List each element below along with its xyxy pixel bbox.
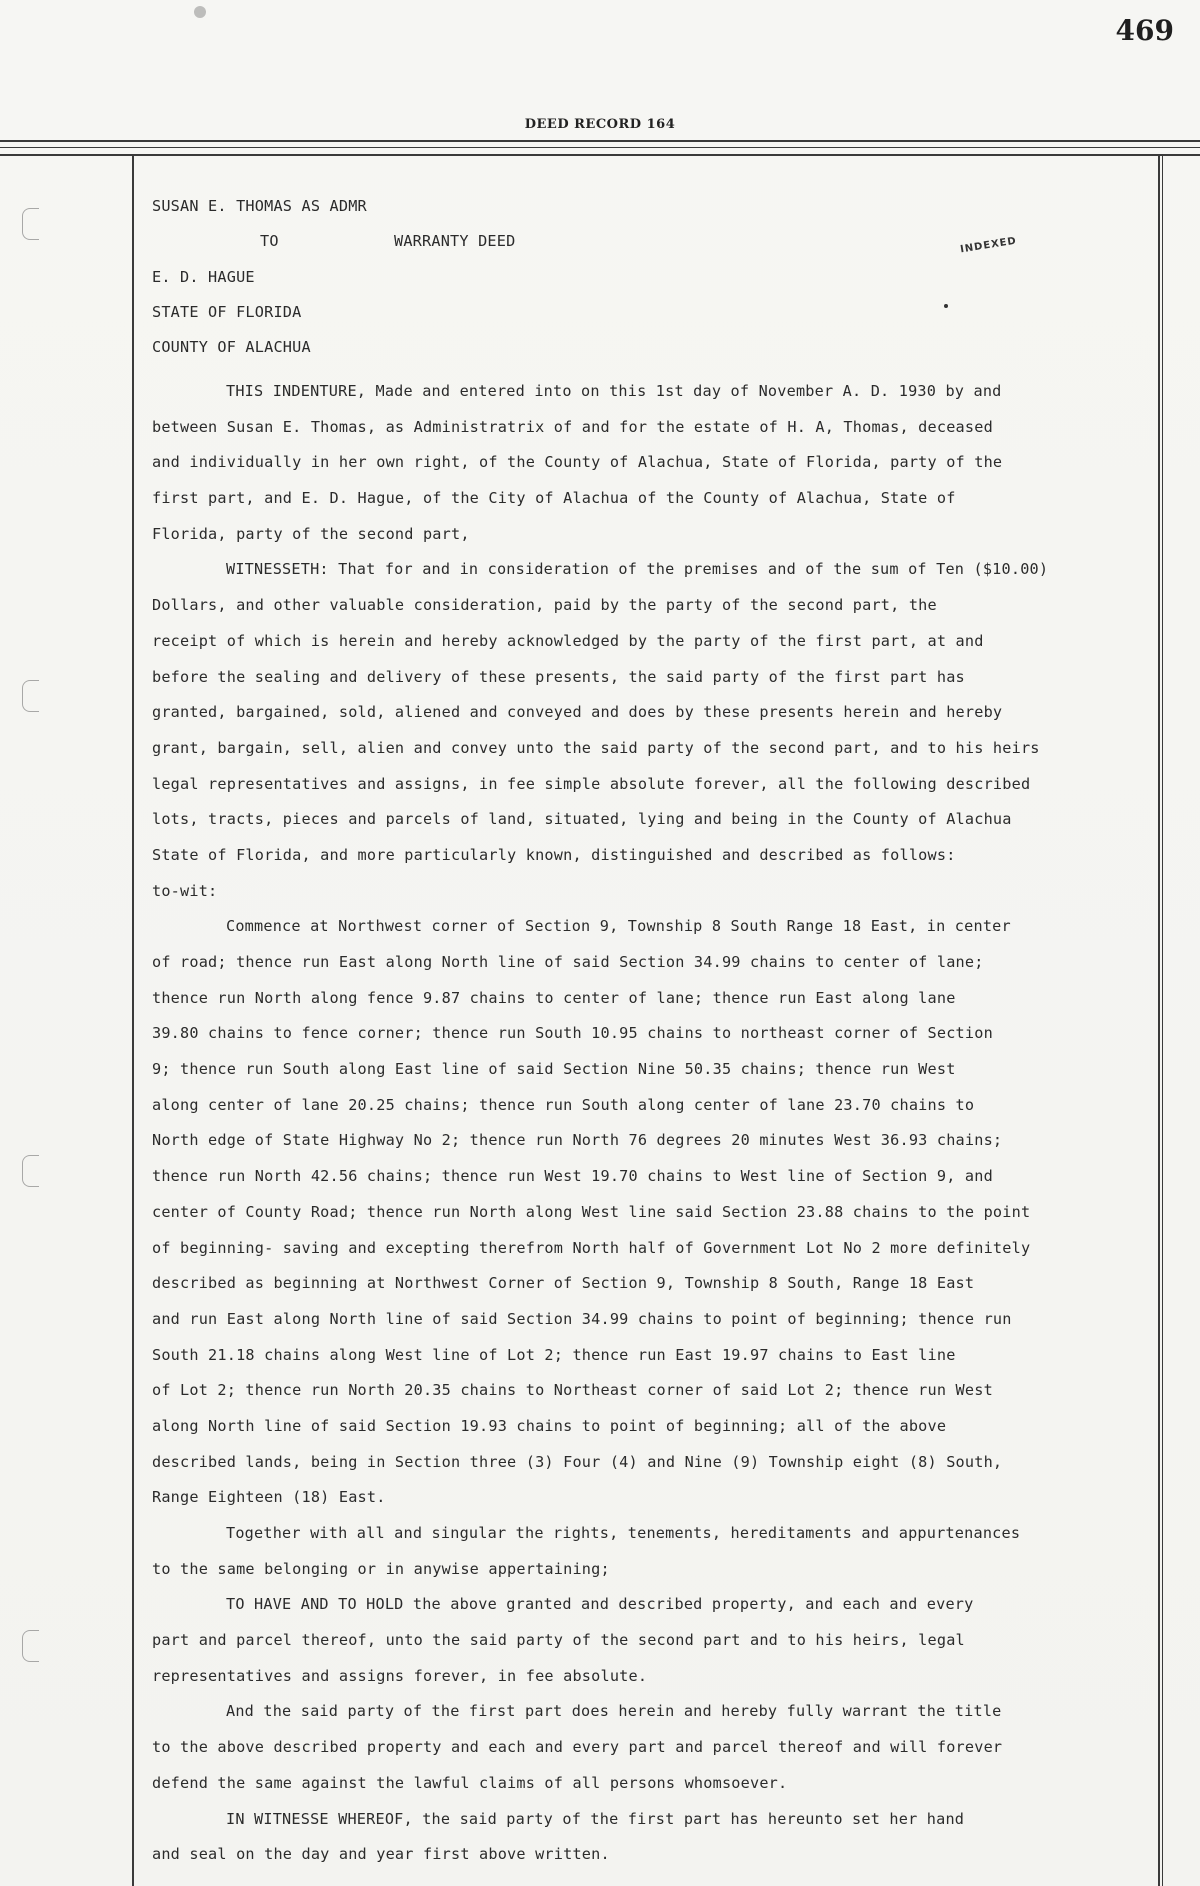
body-line: legal representatives and assigns, in fee simple absolute forever, all the following described xyxy=(152,774,1031,793)
body-line: South 21.18 chains along West line of Lot 2; thence run East 19.97 chains to East line xyxy=(152,1345,956,1364)
body-line: defend the same against the lawful claims of all persons whomsoever. xyxy=(152,1773,788,1792)
body-line: described as beginning at Northwest Corner of Section 9, Township 8 South, Range 18 East xyxy=(152,1274,975,1293)
body-line: and seal on the day and year first above written. xyxy=(152,1845,610,1864)
to-label: TO xyxy=(260,232,279,250)
body-line: Florida, party of the second part, xyxy=(152,524,470,543)
header-rule xyxy=(0,140,1200,142)
body-line: thence run North along fence 9.87 chains to center of lane; thence run East along lane xyxy=(152,988,956,1007)
right-margin-rule xyxy=(1162,156,1163,1886)
body-line: of road; thence run East along North line of said Section 34.99 chains to center of lane; xyxy=(152,953,984,971)
binder-hole xyxy=(194,6,206,18)
body-line: THIS INDENTURE, Made and entered into on this 1st day of November A. D. 1930 by and xyxy=(226,382,1002,400)
body-line: part and parcel thereof, unto the said party of the second part and to his heirs, legal xyxy=(152,1631,965,1650)
body-line: Dollars, and other valuable consideration, paid by the party of the second part, the xyxy=(152,596,937,615)
header-rule xyxy=(0,147,1200,148)
body-line: 9; thence run South along East line of said Section Nine 50.35 chains; thence run West xyxy=(152,1060,956,1079)
record-title: DEED RECORD 164 xyxy=(524,117,676,132)
body-line: of beginning- saving and excepting therefrom North half of Government Lot No 2 more definitely xyxy=(152,1238,1031,1257)
header-rule xyxy=(0,154,1200,156)
body-line: State of Florida, and more particularly known, distinguished and described as follows: xyxy=(152,845,956,864)
ink-dot xyxy=(944,304,948,308)
body-line: center of County Road; thence run North along West line said Section 23.88 chains to the point xyxy=(152,1202,1031,1221)
body-line: granted, bargained, sold, aliened and conveyed and does by these presents herein and hereby xyxy=(152,703,1003,722)
grantor-line: SUSAN E. THOMAS AS ADMR xyxy=(152,197,367,215)
body-line: described lands, being in Section three (3) Four (4) and Nine (9) Township eight (8) South, xyxy=(152,1452,1003,1471)
body-line: Range Eighteen (18) East. xyxy=(152,1488,386,1507)
body-line: IN WITNESSE WHEREOF, the said party of the first part has hereunto set her hand xyxy=(226,1809,965,1828)
state-line: STATE OF FLORIDA xyxy=(152,303,302,321)
body-line: thence run North 42.56 chains; thence run West 19.70 chains to West line of Section 9, and xyxy=(152,1167,993,1186)
deed-type: WARRANTY DEED xyxy=(394,232,516,250)
body-line: lots, tracts, pieces and parcels of land, situated, lying and being in the County of Alachua xyxy=(152,810,1012,829)
body-line: and individually in her own right, of the County of Alachua, State of Florida, party of the xyxy=(152,453,1003,472)
binding-mark xyxy=(22,1630,39,1662)
body-line: Commence at Northwest corner of Section 9, Township 8 South Range 18 East, in center xyxy=(226,917,1011,936)
body-line: along center of lane 20.25 chains; thence run South along center of lane 23.70 chains to xyxy=(152,1095,975,1114)
body-line: between Susan E. Thomas, as Administratrix of and for the estate of H. A, Thomas, deceased xyxy=(152,417,993,436)
grantee-line: E. D. HAGUE xyxy=(152,268,255,286)
right-margin-rule xyxy=(1158,156,1160,1886)
body-line: first part, and E. D. Hague, of the City of Alachua of the County of Alachua, State of xyxy=(152,489,956,508)
body-line: North edge of State Highway No 2; thence run North 76 degrees 20 minutes West 36.93 chains; xyxy=(152,1131,1003,1150)
body-line: of Lot 2; thence run North 20.35 chains to Northeast corner of said Lot 2; thence run West xyxy=(152,1381,993,1400)
body-line: WITNESSETH: That for and in consideration of the premises and of the sum of Ten ($10.00) xyxy=(226,560,1049,579)
left-margin-rule xyxy=(132,156,134,1886)
body-line: to-wit: xyxy=(152,881,218,900)
body-line: and run East along North line of said Section 34.99 chains to point of beginning; thence run xyxy=(152,1309,1012,1328)
body-line: representatives and assigns forever, in fee absolute. xyxy=(152,1666,648,1685)
binding-mark xyxy=(22,1155,39,1187)
deed-body xyxy=(152,374,1152,1873)
body-line: And the said party of the first part does herein and hereby fully warrant the title xyxy=(226,1702,1002,1721)
body-line: TO HAVE AND TO HOLD the above granted and described property, and each and every xyxy=(226,1595,974,1614)
body-line: 39.80 chains to fence corner; thence run South 10.95 chains to northeast corner of Section xyxy=(152,1024,993,1043)
body-line: grant, bargain, sell, alien and convey unto the said party of the second part, and to his heirs xyxy=(152,738,1040,757)
body-line: before the sealing and delivery of these presents, the said party of the first part has xyxy=(152,667,965,686)
binding-mark xyxy=(22,680,39,712)
binding-mark xyxy=(22,208,39,240)
page-number: 469 xyxy=(1115,14,1174,47)
body-line: along North line of said Section 19.93 chains to point of beginning; all of the above xyxy=(152,1416,947,1435)
indexed-stamp: INDEXED xyxy=(959,235,1018,256)
body-line: receipt of which is herein and hereby acknowledged by the party of the first part, at and xyxy=(152,631,984,650)
county-line: COUNTY OF ALACHUA xyxy=(152,338,311,356)
body-line: to the same belonging or in anywise appertaining; xyxy=(152,1559,610,1578)
body-line: Together with all and singular the rights, tenements, hereditaments and appurtenances xyxy=(226,1524,1021,1542)
body-line: to the above described property and each and every part and parcel thereof and will forever xyxy=(152,1738,1003,1757)
